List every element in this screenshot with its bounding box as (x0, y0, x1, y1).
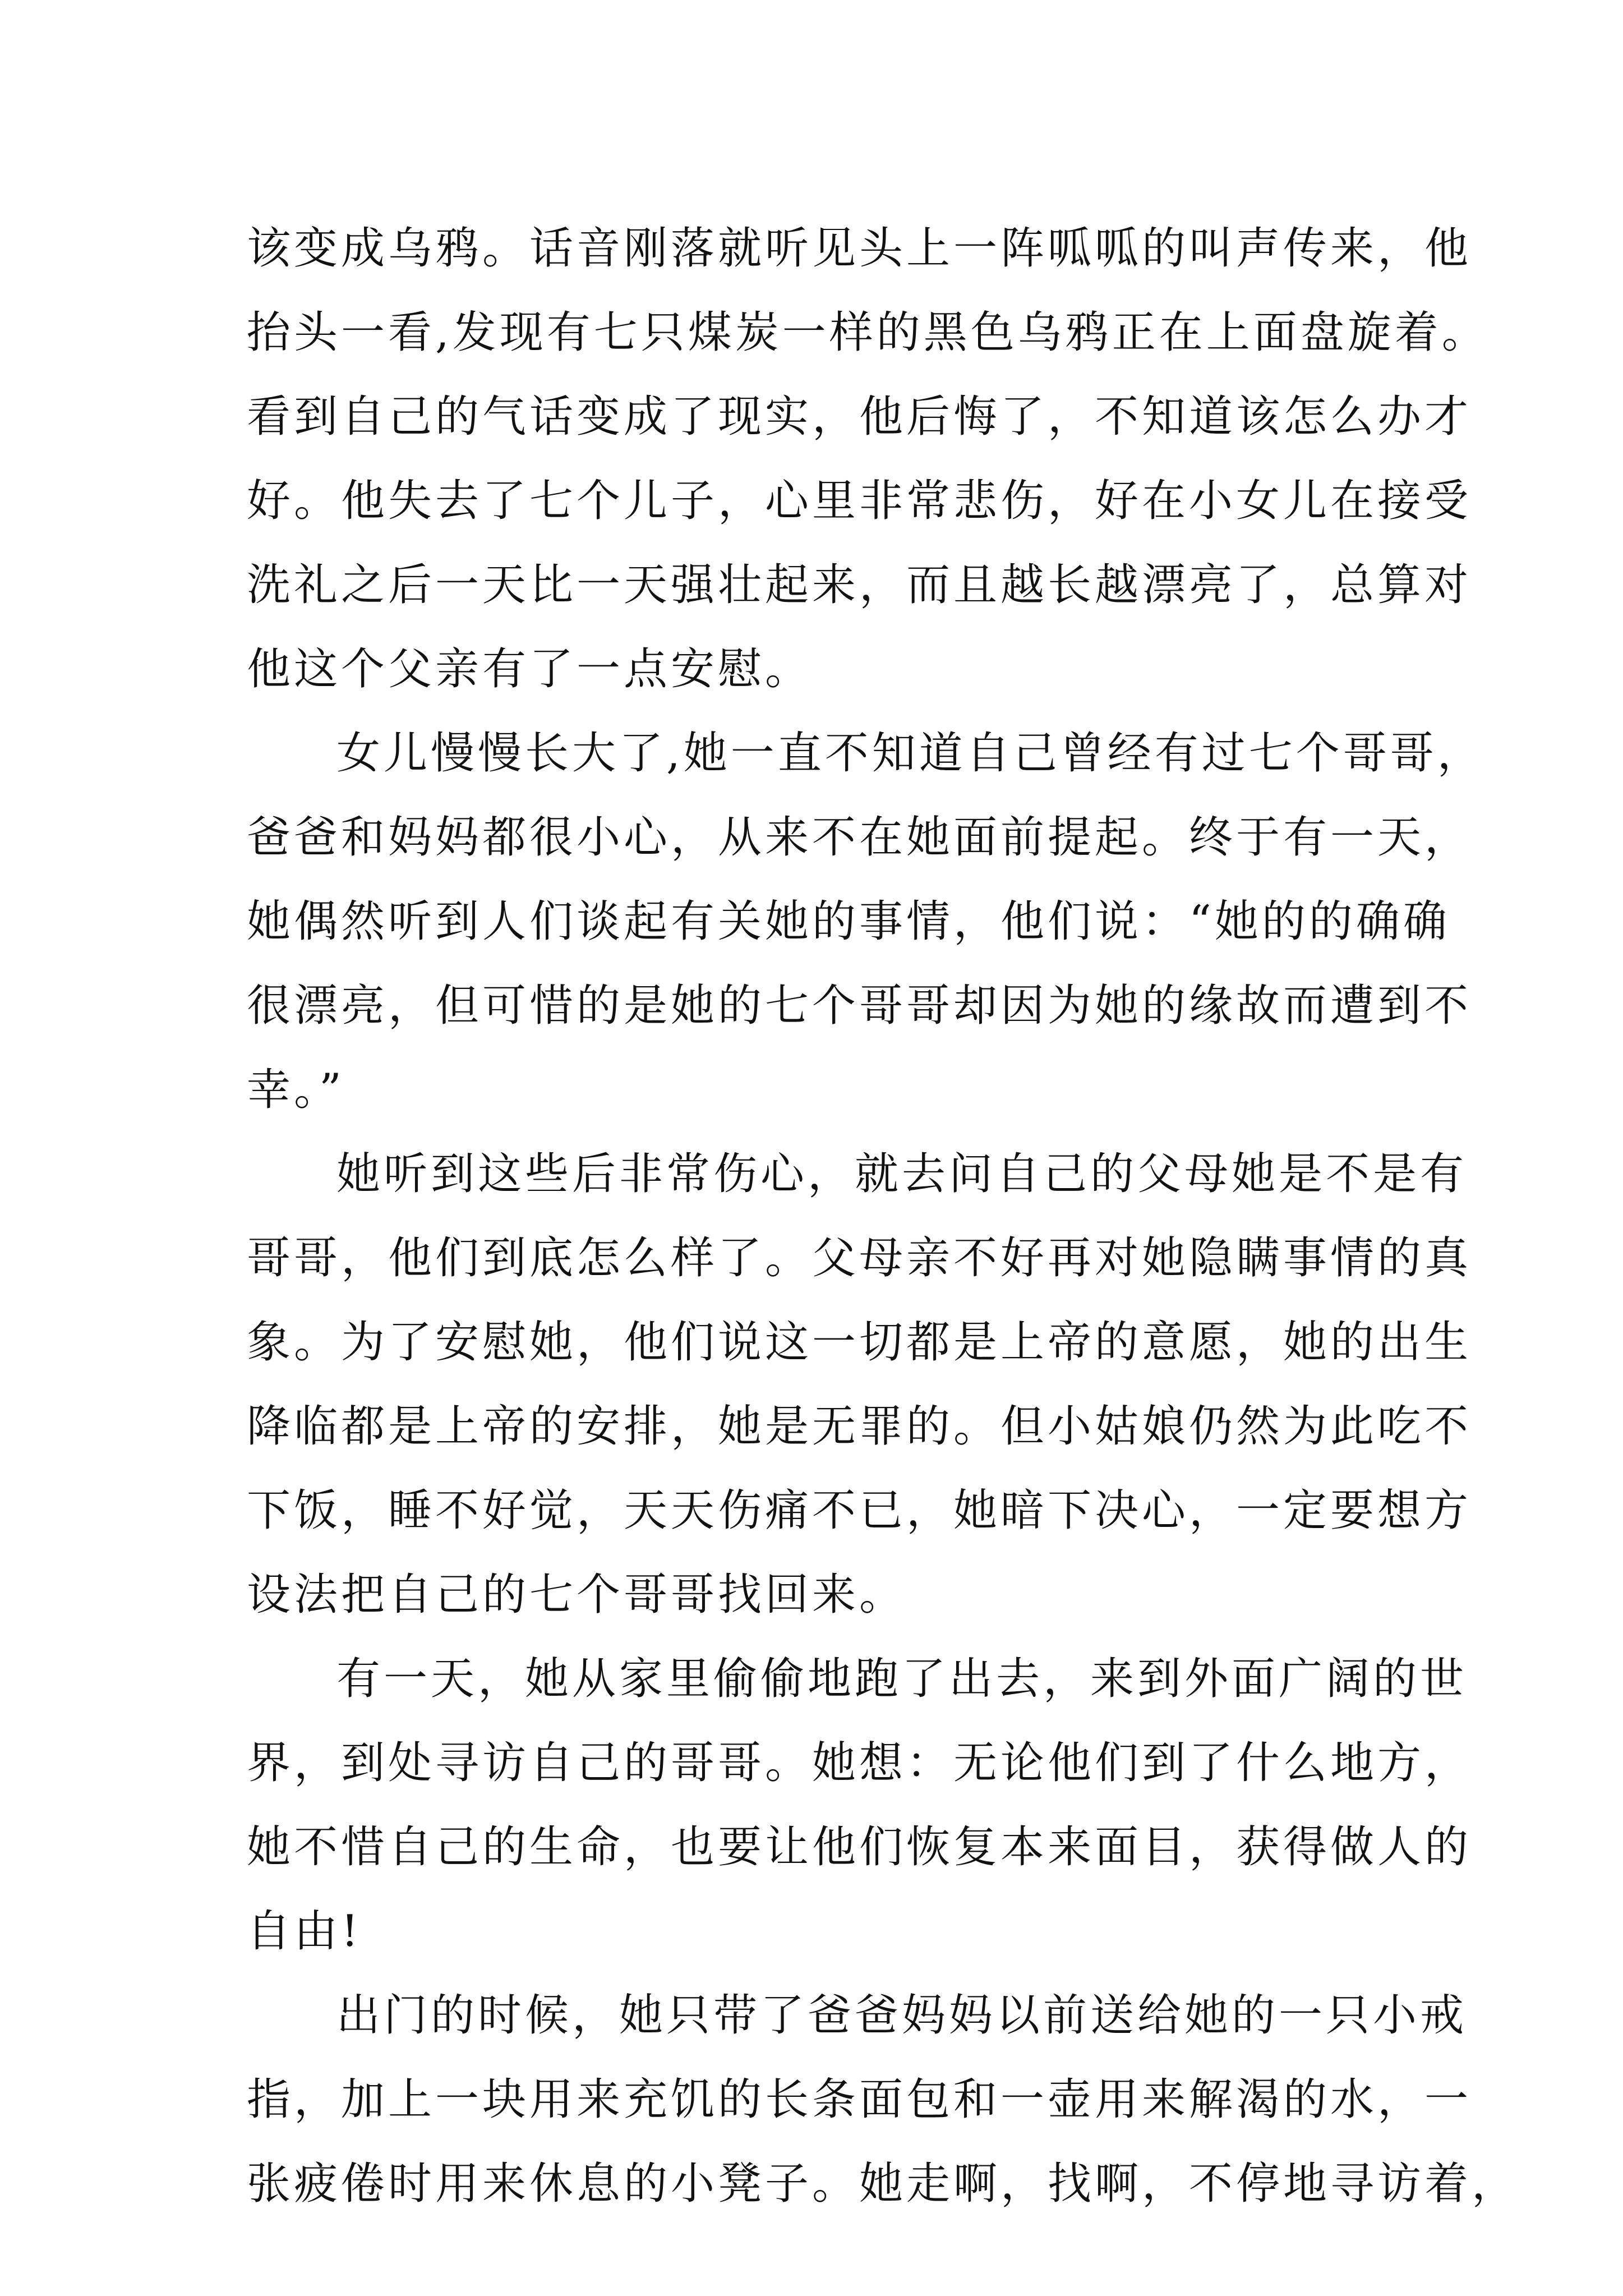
text-line: 好。他失去了七个儿子，心里非常悲伤，好在小女儿在接受 (247, 476, 1472, 526)
text-line: 她偶然听到人们谈起有关她的事情，他们说：“她的的确确 (247, 896, 1450, 947)
text-line: 象。为了安慰她，他们说这一切都是上帝的意愿，她的出生 (247, 1317, 1472, 1368)
text-line: 界，到处寻访自己的哥哥。她想：无论他们到了什么地方， (247, 1738, 1472, 1788)
text-line: 自由! (247, 1906, 362, 1957)
paragraph-start-line: 女儿慢慢长大了,她一直不知道自己曾经有过七个哥哥， (336, 728, 1484, 779)
text-line: 指，加上一块用来充饥的长条面包和一壶用来解渴的水，一 (247, 2074, 1472, 2125)
text-line: 爸爸和妈妈都很小心，从来不在她面前提起。终于有一天， (247, 812, 1472, 863)
text-line: 幸。” (247, 1065, 345, 1115)
text-line: 降临都是上帝的安排，她是无罪的。但小姑娘仍然为此吃不 (247, 1401, 1472, 1452)
text-line: 设法把自己的七个哥哥找回来。 (247, 1570, 907, 1620)
text-line: 她不惜自己的生命，也要让他们恢复本来面目，获得做人的 (247, 1822, 1472, 1872)
text-line: 张疲倦时用来休息的小凳子。她走啊，找啊，不停地寻访着， (247, 2159, 1519, 2209)
paragraph-start-line: 有一天，她从家里偷偷地跑了出去，来到外面广阔的世 (336, 1654, 1468, 1704)
document-body (247, 206, 1519, 2226)
text-line: 哥哥，他们到底怎么样了。父母亲不好再对她隐瞒事情的真 (247, 1233, 1472, 1283)
text-line: 他这个父亲有了一点安慰。 (247, 644, 813, 694)
paragraph-start-line: 她听到这些后非常伤心，就去问自己的父母她是不是有 (336, 1149, 1468, 1199)
text-line: 看到自己的气话变成了现实，他后悔了，不知道该怎么办才 (247, 392, 1472, 442)
text-line: 洗礼之后一天比一天强壮起来，而且越长越漂亮了，总算对 (247, 560, 1472, 610)
text-line: 该变成乌鸦。话音刚落就听见头上一阵呱呱的叫声传来，他 (247, 223, 1472, 274)
text-line: 抬头一看,发现有七只煤炭一样的黑色乌鸦正在上面盘旋着。 (247, 307, 1489, 358)
text-line: 下饭，睡不好觉，天天伤痛不已，她暗下决心，一定要想方 (247, 1485, 1472, 1536)
text-line: 很漂亮，但可惜的是她的七个哥哥却因为她的缘故而遭到不 (247, 981, 1472, 1031)
paragraph-start-line: 出门的时候，她只带了爸爸妈妈以前送给她的一只小戒 (336, 1990, 1468, 2041)
